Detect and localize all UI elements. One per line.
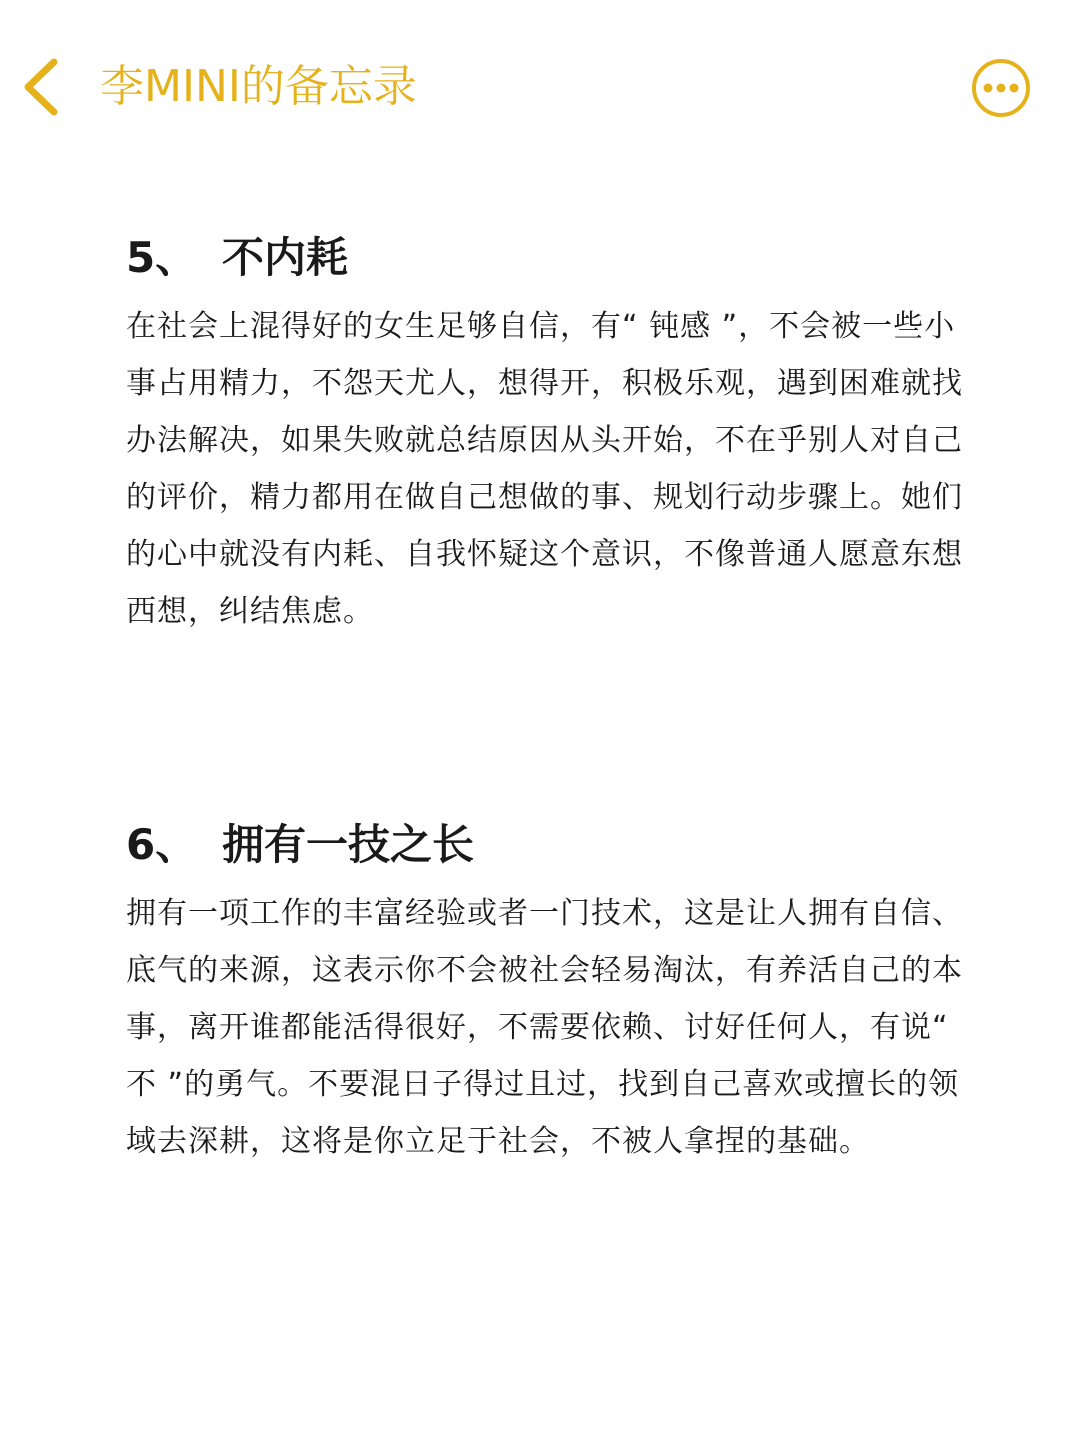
- section-number: 5、: [126, 233, 198, 282]
- back-button[interactable]: [18, 56, 68, 118]
- chevron-left-icon: [18, 56, 68, 118]
- section-title: 拥有一技之长: [222, 820, 475, 869]
- section-number: 6、: [126, 820, 198, 869]
- section-body: 在社会上混得好的女生足够自信，有“ 钝感 ”，不会被一些小事占用精力，不怨天尤人，想得开，积极乐观，遇到困难就找办法解决，如果失败就总结原因从头开始，不在乎别人对自己的评价，精力都用在做自己想做的事、规划行动步骤上。她们的心中就没有内耗、自我怀疑这个意识，不像普通人愿意东想西想，纠结焦虑。: [126, 309, 963, 629]
- section-title: 不内耗: [222, 233, 349, 282]
- page-title: 李MINI的备忘录: [100, 61, 417, 112]
- section-body: 拥有一项工作的丰富经验或者一门技术，这是让人拥有自信、底气的来源，这表示你不会被社会轻易淘汰，有养活自己的本事，离开谁都能活得很好，不需要依赖、讨好任何人，有说“ 不 ”的勇气。不要混日子得过且过，找到自己喜欢或擅长的领域去深耕，这将是你立足于社会，不被人拿捏的基础。: [126, 896, 963, 1159]
- note-section-5: [126, 228, 986, 640]
- more-horizontal-icon: [970, 57, 1032, 119]
- section-heading: [126, 815, 986, 875]
- top-bar: [0, 0, 1080, 175]
- section-heading: [126, 228, 986, 288]
- more-options-button[interactable]: [970, 57, 1032, 119]
- note-section-6: [126, 815, 986, 1170]
